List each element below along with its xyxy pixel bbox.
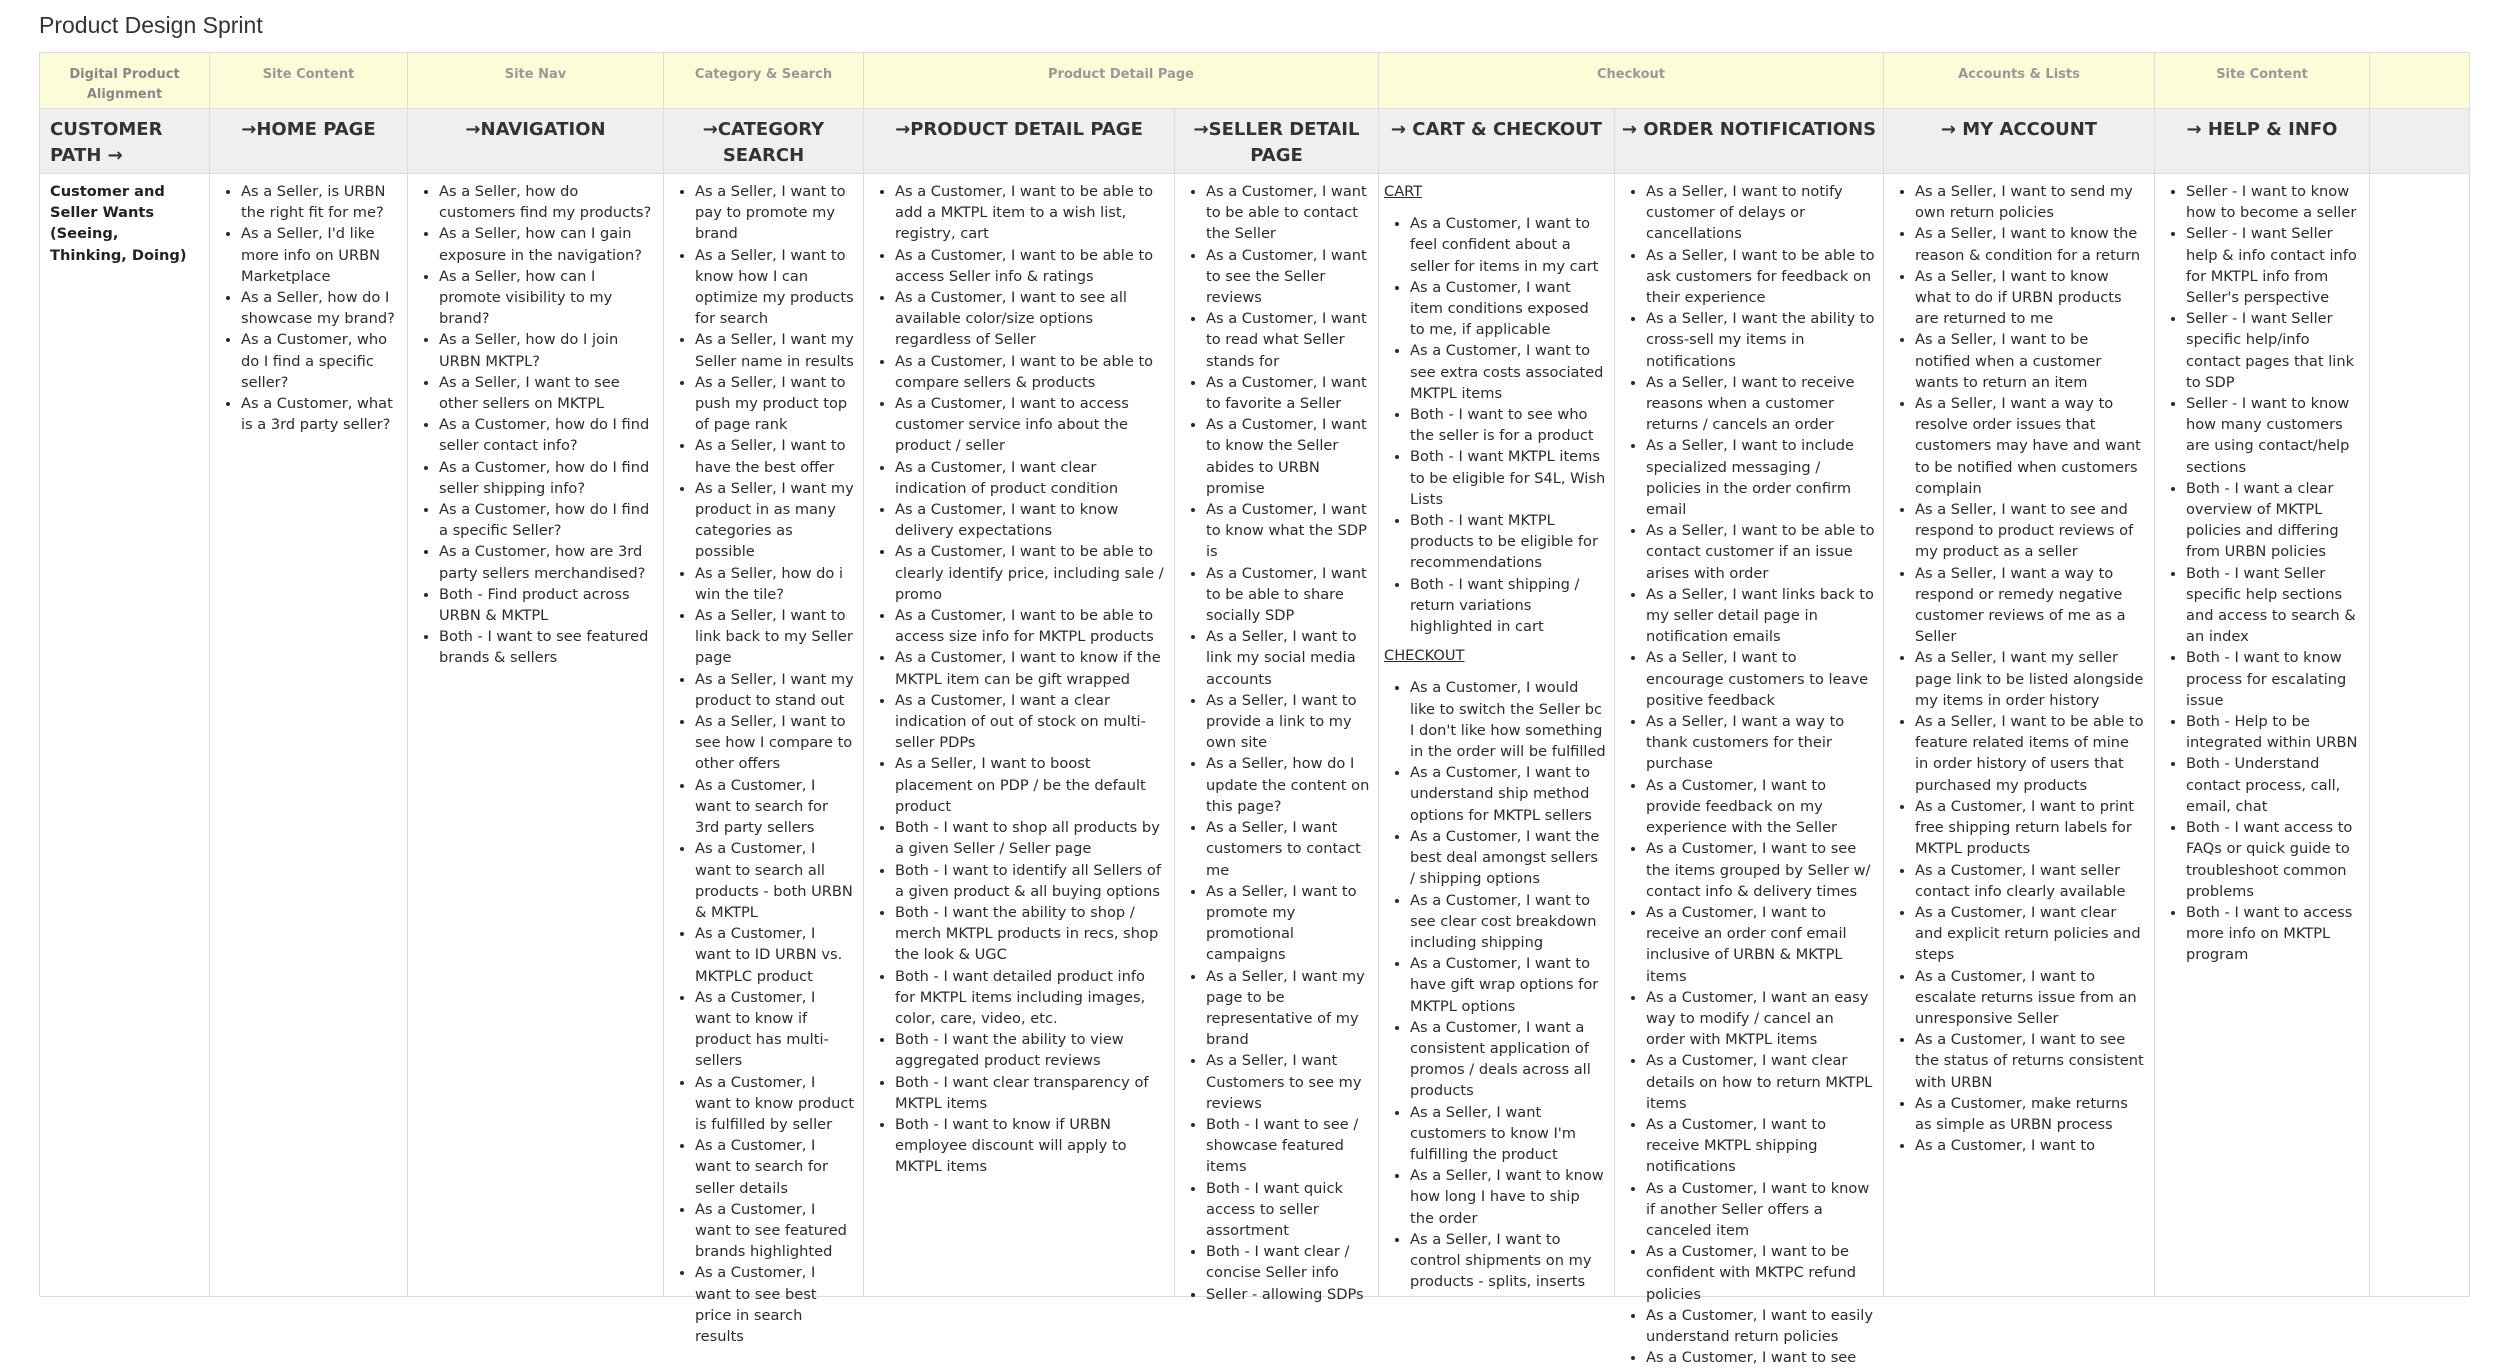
home-cell bbox=[210, 174, 408, 1297]
list-item: • Both - I want to see featured brands & sellers bbox=[439, 626, 655, 668]
pdp-cell bbox=[864, 174, 1175, 1297]
list-item: • As a Customer, I want to see the Seller reviews bbox=[1206, 245, 1370, 309]
list-item: • Both - Understand contact process, call, email, chat bbox=[2186, 753, 2361, 817]
list-item: • As a Customer, I want to search all products - both URBN & MKTPL bbox=[695, 838, 855, 923]
list-item: • As a Seller, I want my product to stand out bbox=[695, 669, 855, 711]
list-item: • As a Customer, I want to search for seller details bbox=[695, 1135, 855, 1199]
list-item: • As a Customer, I want to escalate returns issue from an unresponsive Seller bbox=[1915, 966, 2146, 1030]
list-item: • As a Seller, I want to receive reasons when a customer returns / cancels an order bbox=[1646, 372, 1875, 436]
header-home-page: →HOME PAGE bbox=[210, 109, 408, 174]
list-item: • Both - I want access to FAQs or quick guide to troubleshoot common problems bbox=[2186, 817, 2361, 902]
navigation-cell bbox=[408, 174, 664, 1297]
list-item: • As a Seller, I want to know how long I have to ship the order bbox=[1410, 1165, 1606, 1229]
cart-heading: CART bbox=[1384, 183, 1423, 200]
orders-list bbox=[1623, 181, 1875, 1368]
category-list bbox=[672, 181, 855, 1347]
list-item: • As a Customer, I want item conditions exposed to me, if applicable bbox=[1410, 277, 1606, 341]
account-cell bbox=[1884, 174, 2155, 1297]
list-item: • As a Customer, I want to receive MKTPL shipping notifications bbox=[1646, 1114, 1875, 1178]
list-item: • As a Seller, I want customers to know I'm fulfilling the product bbox=[1410, 1102, 1606, 1166]
account-list bbox=[1892, 181, 2146, 1156]
list-item: • Both - I want detailed product info for MKTPL items including images, color, care, video, etc. bbox=[895, 966, 1166, 1030]
list-item: • As a Customer, how are 3rd party sellers merchandised? bbox=[439, 541, 655, 583]
list-item: • Seller - I want Seller help & info contact info for MKTPL info from Seller's perspective bbox=[2186, 223, 2361, 308]
list-item: • As a Seller, I want a way to resolve order issues that customers may have and want to be notified when customers complain bbox=[1915, 393, 2146, 499]
header-navigation: →NAVIGATION bbox=[408, 109, 664, 174]
list-item: • As a Customer, I want to favorite a Seller bbox=[1206, 372, 1370, 414]
list-item: • As a Customer, I want to receive an order conf email inclusive of URBN & MKTPL items bbox=[1646, 902, 1875, 987]
list-item: • As a Seller, how do customers find my products? bbox=[439, 181, 655, 223]
category-site-content: Site Content bbox=[210, 53, 408, 109]
list-item: • As a Customer, I want to access customer service info about the product / seller bbox=[895, 393, 1166, 457]
help-list bbox=[2163, 181, 2361, 966]
list-item: • As a Seller, I want my page to be representative of my brand bbox=[1206, 966, 1370, 1051]
list-item: • As a Customer, I would like to switch the Seller bc I don't like how something in the order will be fulfilled bbox=[1410, 677, 1606, 762]
list-item: • Both - I want to see who the seller is for a product bbox=[1410, 404, 1606, 446]
list-item: • As a Customer, I want to be confident with MKTPC refund policies bbox=[1646, 1241, 1875, 1305]
category-category-search: Category & Search bbox=[664, 53, 864, 109]
list-item: • As a Seller, I want to notify customer of delays or cancellations bbox=[1646, 181, 1875, 245]
list-item: • As a Customer, I want to know product is fulfilled by seller bbox=[695, 1072, 855, 1136]
header-category-search: →CATEGORY SEARCH bbox=[664, 109, 864, 174]
list-item: • Both - I want to see / showcase featured items bbox=[1206, 1114, 1370, 1178]
list-item: • As a Seller, I want to know the reason & condition for a return bbox=[1915, 223, 2146, 265]
list-item: • As a Customer, I want seller contact info clearly available bbox=[1915, 860, 2146, 902]
list-item: • As a Customer, I want to know if the MKTPL item can be gift wrapped bbox=[895, 647, 1166, 689]
list-item: • As a Seller, I want to send my own return policies bbox=[1915, 181, 2146, 223]
list-item: • As a Customer, I want to read what Seller stands for bbox=[1206, 308, 1370, 372]
header-customer-path: CUSTOMER PATH → bbox=[40, 109, 210, 174]
category-site-nav: Site Nav bbox=[408, 53, 664, 109]
list-item: • As a Seller, how do I update the content on this page? bbox=[1206, 753, 1370, 817]
list-item: • As a Customer, who do I find a specific seller? bbox=[241, 329, 399, 393]
list-item: • As a Customer, I want clear indication of product condition bbox=[895, 457, 1166, 499]
empty-cell bbox=[2370, 174, 2470, 1297]
list-item: • Both - I want to identify all Sellers of a given product & all buying options bbox=[895, 860, 1166, 902]
category-empty bbox=[2370, 53, 2470, 109]
list-item: • As a Seller, I want to be notified when a customer wants to return an item bbox=[1915, 329, 2146, 393]
list-item: • As a Seller, how do i win the tile? bbox=[695, 563, 855, 605]
navigation-list bbox=[416, 181, 655, 669]
list-item: • As a Seller, I want to be able to feature related items of mine in order history of users that purchased my products bbox=[1915, 711, 2146, 796]
list-item: • As a Seller, I want to link back to my Seller page bbox=[695, 605, 855, 669]
list-item: • As a Customer, I want to know the Seller abides to URBN promise bbox=[1206, 414, 1370, 499]
list-item: • As a Customer, I want to know delivery expectations bbox=[895, 499, 1166, 541]
list-item: • As a Seller, how can I gain exposure in the navigation? bbox=[439, 223, 655, 265]
list-item: • As a Customer, I want a consistent application of promos / deals across all products bbox=[1410, 1017, 1606, 1102]
list-item: • As a Seller, I want to see and respond to product reviews of my product as a seller bbox=[1915, 499, 2146, 563]
list-item: • Seller - I want to know how to become a seller bbox=[2186, 181, 2361, 223]
category-product-detail-page: Product Detail Page bbox=[864, 53, 1379, 109]
list-item: • As a Customer, I want to see featured brands highlighted bbox=[695, 1199, 855, 1263]
list-item: • As a Customer, I want to be able to share socially SDP bbox=[1206, 563, 1370, 627]
list-item: • As a Customer, I want an easy way to modify / cancel an order with MKTPL items bbox=[1646, 987, 1875, 1051]
list-item: • As a Customer, I want to know if another Seller offers a canceled item bbox=[1646, 1178, 1875, 1242]
list-item: • As a Customer, I want to have gift wrap options for MKTPL options bbox=[1410, 953, 1606, 1017]
seller-list bbox=[1183, 181, 1370, 1305]
list-item: • As a Seller, I want to provide a link to my own site bbox=[1206, 690, 1370, 754]
list-item: • As a Customer, I want to easily understand return policies bbox=[1646, 1305, 1875, 1347]
list-item: • As a Seller, I want to see how I compare to other offers bbox=[695, 711, 855, 775]
category-checkout: Checkout bbox=[1379, 53, 1884, 109]
list-item: • As a Seller, I want to be able to contact customer if an issue arises with order bbox=[1646, 520, 1875, 584]
list-item: • As a Seller, I want to be able to ask customers for feedback on their experience bbox=[1646, 245, 1875, 309]
list-item: • As a Seller, how do I join URBN MKTPL? bbox=[439, 329, 655, 371]
list-item: • As a Customer, I want to see the items grouped by Seller w/ contact info & delivery times bbox=[1646, 838, 1875, 902]
list-item: • As a Customer, I want to be able to access size info for MKTPL products bbox=[895, 605, 1166, 647]
page-title: Product Design Sprint bbox=[39, 12, 263, 38]
home-list bbox=[218, 181, 399, 435]
list-item: • Both - I want the ability to shop / merch MKTPL products in recs, shop the look & UGC bbox=[895, 902, 1166, 966]
list-item: • As a Seller, I want to link my social media accounts bbox=[1206, 626, 1370, 690]
list-item: • Both - I want to shop all products by a given Seller / Seller page bbox=[895, 817, 1166, 859]
list-item: • As a Customer, I want to ID URBN vs. MKTPLC product bbox=[695, 923, 855, 987]
list-item: • As a Seller, I want customers to contact me bbox=[1206, 817, 1370, 881]
list-item: • As a Customer, I want a clear indication of out of stock on multi-seller PDPs bbox=[895, 690, 1166, 754]
list-item: • As a Customer, I want to be able to access Seller info & ratings bbox=[895, 245, 1166, 287]
list-item: • As a Seller, I want my product in as many categories as possible bbox=[695, 478, 855, 563]
list-item: • As a Customer, I want to print free shipping return labels for MKTPL products bbox=[1915, 796, 2146, 860]
list-item: • Seller - I want Seller specific help/info contact pages that link to SDP bbox=[2186, 308, 2361, 393]
list-item: • Seller - I want to know how many customers are using contact/help sections bbox=[2186, 393, 2361, 478]
list-item: • Both - Find product across URBN & MKTPL bbox=[439, 584, 655, 626]
list-item: • As a Seller, how can I promote visibility to my brand? bbox=[439, 266, 655, 330]
list-item: • As a Customer, how do I find a specific Seller? bbox=[439, 499, 655, 541]
list-item: • As a Customer, I want to see the status of returns consistent with URBN bbox=[1915, 1029, 2146, 1093]
list-item: • As a Seller, I want to pay to promote my brand bbox=[695, 181, 855, 245]
checkout-list bbox=[1387, 677, 1606, 1292]
checkout-heading: CHECKOUT bbox=[1384, 647, 1465, 665]
list-item: • As a Seller, I want to see other sellers on MKTPL bbox=[439, 372, 655, 414]
list-item: • As a Customer, how do I find seller contact info? bbox=[439, 414, 655, 456]
category-cell bbox=[664, 174, 864, 1345]
list-item: • Both - I want clear / concise Seller info bbox=[1206, 1241, 1370, 1283]
category-site-content-2: Site Content bbox=[2155, 53, 2370, 109]
list-item: • As a Seller, I want to promote my promotional campaigns bbox=[1206, 881, 1370, 966]
list-item: • As a Customer, I want to see best price in search results bbox=[695, 1262, 855, 1347]
header-my-account: → MY ACCOUNT bbox=[1884, 109, 2155, 174]
cart-checkout-cell bbox=[1379, 174, 1615, 1297]
cart-list bbox=[1387, 213, 1606, 637]
list-item: • As a Customer, I want to know if product has multi-sellers bbox=[695, 987, 855, 1072]
header-empty bbox=[2370, 109, 2470, 174]
list-item: • As a Seller, I want the ability to cross-sell my items in notifications bbox=[1646, 308, 1875, 372]
header-product-detail-page: →PRODUCT DETAIL PAGE bbox=[864, 109, 1175, 174]
list-item: • As a Seller, I want to include specialized messaging / policies in the order confirm email bbox=[1646, 435, 1875, 520]
header-order-notifications: → ORDER NOTIFICATIONS bbox=[1615, 109, 1884, 174]
list-item: • Both - I want clear transparency of MKTPL items bbox=[895, 1072, 1166, 1114]
list-item: • As a Customer, I want to see extra costs associated MKTPL items bbox=[1410, 340, 1606, 404]
list-item: • As a Seller, I want to boost placement on PDP / be the default product bbox=[895, 753, 1166, 817]
list-item: • As a Customer, I want to be able to clearly identify price, including sale / promo bbox=[895, 541, 1166, 605]
list-item: • As a Customer, I want to bbox=[1915, 1135, 2146, 1156]
list-item: • As a Seller, I want to have the best offer bbox=[695, 435, 855, 477]
list-item: • As a Customer, I want the best deal amongst sellers / shipping options bbox=[1410, 826, 1606, 890]
list-item: • Both - I want to know if URBN employee discount will apply to MKTPL items bbox=[895, 1114, 1166, 1178]
list-item: • As a Customer, I want to be able to contact the Seller bbox=[1206, 181, 1370, 245]
category-digital-product-alignment: Digital Product Alignment bbox=[40, 53, 210, 109]
list-item: • As a Customer, make returns as simple as URBN process bbox=[1915, 1093, 2146, 1135]
list-item: • Both - I want Seller specific help sections and access to search & an index bbox=[2186, 563, 2361, 648]
list-item: • As a Seller, I want my Seller name in results bbox=[695, 329, 855, 371]
list-item: • As a Customer, I want to be able to compare sellers & products bbox=[895, 351, 1166, 393]
list-item: • As a Seller, I want links back to my seller detail page in notification emails bbox=[1646, 584, 1875, 648]
seller-cell bbox=[1175, 174, 1379, 1303]
row-label: Customer and Seller Wants (Seeing, Thinking, Doing) bbox=[40, 174, 210, 1297]
header-help-info: → HELP & INFO bbox=[2155, 109, 2370, 174]
list-item: • As a Customer, I want to see bbox=[1646, 1347, 1875, 1368]
list-item: • As a Customer, I want to provide feedback on my experience with the Seller bbox=[1646, 775, 1875, 839]
list-item: • As a Customer, I want to see clear cost breakdown including shipping bbox=[1410, 890, 1606, 954]
list-item: • Both - I want MKTPL items to be eligible for S4L, Wish Lists bbox=[1410, 446, 1606, 510]
pdp-list bbox=[872, 181, 1166, 1178]
list-item: • As a Customer, I want to search for 3rd party sellers bbox=[695, 775, 855, 839]
help-cell bbox=[2155, 174, 2370, 1297]
list-item: • As a Customer, I want to feel confident about a seller for items in my cart bbox=[1410, 213, 1606, 277]
list-item: • Both - I want shipping / return variations highlighted in cart bbox=[1410, 574, 1606, 638]
sprint-table bbox=[39, 52, 2469, 1367]
list-item: • Both - I want quick access to seller assortment bbox=[1206, 1178, 1370, 1242]
list-item: • As a Seller, I want to know what to do if URBN products are returned to me bbox=[1915, 266, 2146, 330]
list-item: • Both - I want a clear overview of MKTPL policies and differing from URBN policies bbox=[2186, 478, 2361, 563]
list-item: • Both - I want MKTPL products to be eligible for recommendations bbox=[1410, 510, 1606, 574]
header-cart-checkout: → CART & CHECKOUT bbox=[1379, 109, 1615, 174]
list-item: • As a Customer, I want to be able to add a MKTPL item to a wish list, registry, cart bbox=[895, 181, 1166, 245]
list-item: • As a Customer, what is a 3rd party seller? bbox=[241, 393, 399, 435]
list-item: • As a Customer, I want clear and explicit return policies and steps bbox=[1915, 902, 2146, 966]
list-item: • As a Seller, I'd like more info on URBN Marketplace bbox=[241, 223, 399, 287]
list-item: • As a Seller, I want to know how I can optimize my products for search bbox=[695, 245, 855, 330]
list-item: • As a Seller, I want a way to respond or remedy negative customer reviews of me as a Seller bbox=[1915, 563, 2146, 648]
list-item: • As a Customer, I want to understand ship method options for MKTPL sellers bbox=[1410, 762, 1606, 826]
category-accounts-lists: Accounts & Lists bbox=[1884, 53, 2155, 109]
header-seller-detail-page: →SELLER DETAIL PAGE bbox=[1175, 109, 1379, 174]
list-item: • Seller - allowing SDPs bbox=[1206, 1284, 1370, 1305]
list-item: • Both - I want to access more info on MKTPL program bbox=[2186, 902, 2361, 966]
list-item: • As a Seller, how do I showcase my brand? bbox=[241, 287, 399, 329]
list-item: • As a Customer, I want clear details on how to return MKTPL items bbox=[1646, 1050, 1875, 1114]
list-item: • As a Seller, I want to control shipments on my products - splits, inserts bbox=[1410, 1229, 1606, 1293]
list-item: • Both - Help to be integrated within URBN bbox=[2186, 711, 2361, 753]
list-item: • As a Seller, I want to push my product top of page rank bbox=[695, 372, 855, 436]
list-item: • As a Seller, I want my seller page link to be listed alongside my items in order history bbox=[1915, 647, 2146, 711]
list-item: • As a Customer, how do I find seller shipping info? bbox=[439, 457, 655, 499]
list-item: • As a Customer, I want to see all available color/size options regardless of Seller bbox=[895, 287, 1166, 351]
list-item: • As a Seller, I want a way to thank customers for their purchase bbox=[1646, 711, 1875, 775]
list-item: • Both - I want to know process for escalating issue bbox=[2186, 647, 2361, 711]
list-item: • As a Seller, is URBN the right fit for me? bbox=[241, 181, 399, 223]
list-item: • As a Seller, I want Customers to see my reviews bbox=[1206, 1050, 1370, 1114]
list-item: • Both - I want the ability to view aggregated product reviews bbox=[895, 1029, 1166, 1071]
list-item: • As a Seller, I want to encourage customers to leave positive feedback bbox=[1646, 647, 1875, 711]
list-item: • As a Customer, I want to know what the SDP is bbox=[1206, 499, 1370, 563]
orders-cell bbox=[1615, 174, 1884, 1367]
